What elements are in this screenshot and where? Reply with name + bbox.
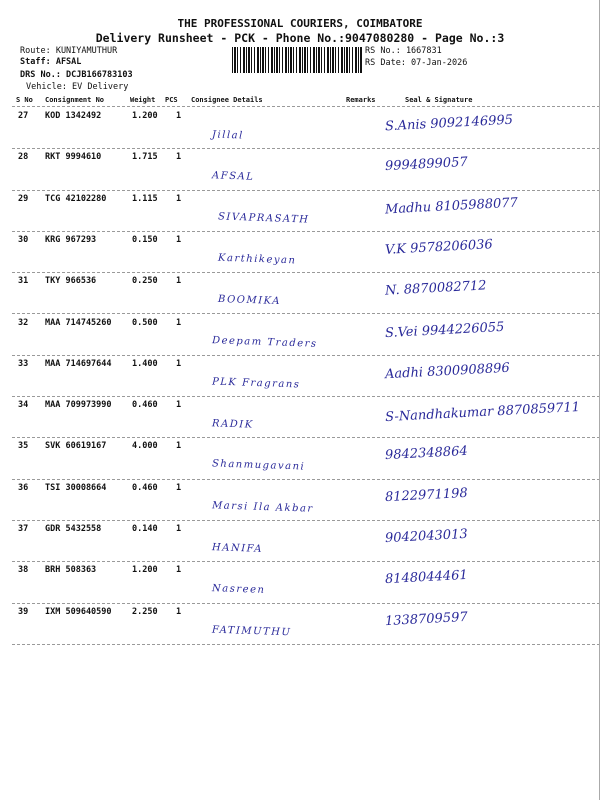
row-divider [12, 644, 600, 645]
consignee-handwriting: Karthikeyan [217, 252, 297, 267]
signature-handwriting: S.Anis 9092146995 [384, 112, 514, 135]
consignee-handwriting: Nasreen [211, 583, 266, 597]
pcs-cell: 1 [176, 152, 182, 163]
col-consignment: Consignment No [45, 96, 105, 104]
col-pcs: PCS [165, 96, 178, 104]
weight-cell: 1.715 [132, 152, 158, 163]
signature-handwriting: S-Nandhakumar 8870859711 [384, 399, 581, 426]
sno-cell: 33 [18, 358, 29, 369]
pcs-cell: 1 [176, 234, 182, 245]
consignment-cell: TKY 966536 [45, 276, 97, 287]
consignment-cell: SVK 60619167 [45, 441, 107, 452]
table-row [0, 356, 600, 397]
signature-handwriting: 8122971198 [384, 485, 469, 505]
table-row [0, 604, 600, 645]
consignment-cell: TCG 42102280 [45, 193, 107, 204]
table-row [0, 149, 600, 190]
header-rule [12, 106, 600, 107]
staff-label: Staff: AFSAL [20, 57, 82, 67]
signature-handwriting: 9994899057 [384, 155, 469, 175]
sno-cell: 32 [18, 317, 29, 328]
table-header [0, 96, 600, 106]
table-row [0, 315, 600, 356]
sno-cell: 38 [18, 565, 29, 576]
rs-number: RS No.: 1667831 [365, 46, 442, 56]
table-row [0, 438, 600, 479]
table-row [0, 480, 600, 521]
signature-handwriting: Aadhi 8300908896 [384, 360, 511, 383]
signature-handwriting: 1338709597 [384, 609, 469, 629]
sno-cell: 30 [18, 234, 29, 245]
sno-cell: 35 [18, 441, 29, 452]
consignee-handwriting: AFSAL [211, 170, 255, 184]
consignment-cell: RKT 9994610 [45, 152, 102, 163]
drs-number: DRS No.: DCJB166783103 [20, 70, 133, 80]
consignment-cell: KOD 1342492 [45, 111, 102, 121]
consignee-handwriting: Jillal [211, 129, 244, 142]
consignment-cell: MAA 714745260 [45, 317, 112, 328]
rs-date: RS Date: 07-Jan-2026 [365, 58, 468, 68]
barcode-image [232, 47, 362, 73]
pcs-cell: 1 [176, 193, 182, 204]
signature-handwriting: 8148044461 [384, 568, 469, 588]
weight-cell: 0.460 [132, 482, 158, 493]
consignment-cell: BRH 508363 [45, 565, 97, 576]
weight-cell: 0.250 [132, 276, 158, 287]
weight-cell: 1.115 [132, 193, 158, 204]
consignee-handwriting: RADIK [211, 418, 254, 431]
weight-cell: 1.400 [132, 358, 158, 369]
weight-cell: 4.000 [132, 441, 158, 452]
col-consignee: Consignee Details [191, 96, 263, 104]
pcs-cell: 1 [176, 111, 182, 121]
table-row [0, 397, 600, 438]
vehicle-label: Vehicle: EV Delivery [26, 82, 129, 92]
signature-handwriting: Madhu 8105988077 [384, 195, 519, 218]
col-sno: S No [16, 96, 33, 104]
consignee-handwriting: BOOMIKA [217, 294, 282, 308]
table-row [0, 232, 600, 273]
signature-handwriting: V.K 9578206036 [384, 237, 494, 258]
col-seal: Seal & Signature [405, 96, 473, 104]
pcs-cell: 1 [176, 565, 182, 576]
pcs-cell: 1 [176, 482, 182, 493]
table-row [0, 191, 600, 232]
signature-handwriting: 9042043013 [384, 526, 469, 547]
signature-handwriting: S.Vei 9944226055 [384, 319, 505, 341]
table-row [0, 273, 600, 314]
consignee-handwriting: Deepam Traders [211, 334, 318, 350]
consignment-cell: MAA 714697644 [45, 358, 112, 369]
weight-cell: 0.500 [132, 317, 158, 328]
pcs-cell: 1 [176, 524, 182, 534]
consignee-handwriting: Shanmugavani [211, 458, 306, 474]
consignment-cell: KRG 967293 [45, 234, 97, 245]
route-label: Route: KUNIYAMUTHUR [20, 46, 118, 56]
weight-cell: 1.200 [132, 111, 158, 121]
pcs-cell: 1 [176, 276, 182, 287]
consignee-handwriting: HANIFA [211, 542, 264, 555]
pcs-cell: 1 [176, 317, 182, 328]
weight-cell: 1.200 [132, 565, 158, 576]
table-row [0, 108, 600, 149]
table-row [0, 521, 600, 562]
weight-cell: 0.150 [132, 234, 158, 245]
runsheet-subtitle: Delivery Runsheet - PCK - Phone No.:9047080280 - Page No.:3 [95, 31, 505, 45]
signature-handwriting: N. 8870082712 [384, 278, 487, 299]
col-remarks: Remarks [346, 96, 376, 104]
pcs-cell: 1 [176, 400, 182, 411]
sno-cell: 36 [18, 482, 29, 493]
consignment-cell: GDR 5432558 [45, 524, 102, 534]
sno-cell: 31 [18, 276, 29, 287]
consignment-cell: IXM 509640590 [45, 606, 112, 617]
consignment-cell: MAA 709973990 [45, 400, 112, 411]
sno-cell: 39 [18, 606, 29, 617]
company-title: THE PROFESSIONAL COURIERS, COIMBATORE [177, 17, 423, 30]
pcs-cell: 1 [176, 441, 182, 452]
weight-cell: 0.140 [132, 524, 158, 534]
pcs-cell: 1 [176, 358, 182, 369]
sno-cell: 29 [18, 193, 29, 204]
consignee-handwriting: SIVAPRASATH [217, 211, 310, 226]
col-weight: Weight [130, 96, 156, 104]
consignment-cell: TSI 30008664 [45, 482, 107, 493]
sno-cell: 28 [18, 152, 29, 163]
weight-cell: 2.250 [132, 606, 158, 617]
sno-cell: 37 [18, 524, 29, 534]
table-row [0, 562, 600, 603]
pcs-cell: 1 [176, 606, 182, 617]
signature-handwriting: 9842348864 [384, 444, 469, 464]
consignee-handwriting: FATIMUTHU [211, 624, 292, 638]
sno-cell: 34 [18, 400, 29, 411]
consignee-handwriting: Marsi Ila Akbar [211, 499, 314, 515]
sno-cell: 27 [18, 111, 29, 121]
consignee-handwriting: PLK Fragrans [211, 376, 301, 391]
weight-cell: 0.460 [132, 400, 158, 411]
